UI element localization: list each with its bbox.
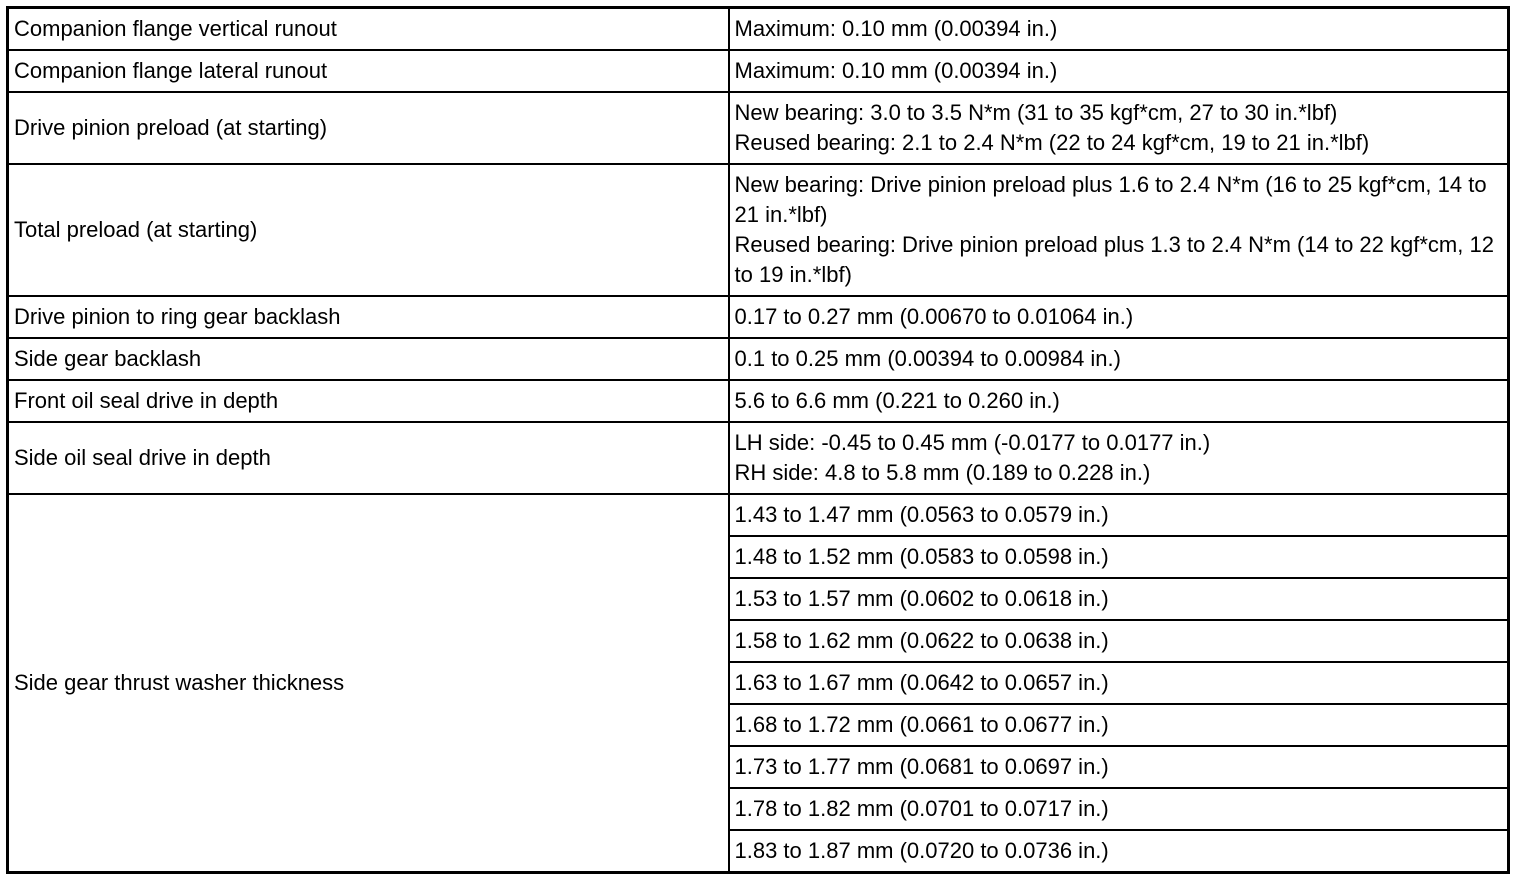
table-row — [8, 380, 1509, 422]
spec-value: 1.83 to 1.87 mm (0.0720 to 0.0736 in.) — [729, 830, 1509, 873]
spec-label: Companion flange vertical runout — [8, 8, 729, 51]
spec-value: 1.68 to 1.72 mm (0.0661 to 0.0677 in.) — [729, 704, 1509, 746]
spec-value-line: Maximum: 0.10 mm (0.00394 in.) — [734, 58, 1058, 83]
spec-value: 1.78 to 1.82 mm (0.0701 to 0.0717 in.) — [729, 788, 1509, 830]
spec-label: Side gear thrust washer thickness — [8, 494, 729, 873]
spec-value — [729, 380, 1509, 422]
spec-label: Side gear backlash — [8, 338, 729, 380]
spec-label: Drive pinion to ring gear backlash — [8, 296, 729, 338]
table-row — [8, 494, 1509, 536]
spec-value-line: LH side: -0.45 to 0.45 mm (-0.0177 to 0.0177 in.) — [734, 430, 1211, 455]
spec-label: Total preload (at starting) — [8, 164, 729, 296]
table-row — [8, 422, 1509, 494]
spec-value — [729, 8, 1509, 51]
spec-value: 1.53 to 1.57 mm (0.0602 to 0.0618 in.) — [729, 578, 1509, 620]
spec-value: 1.73 to 1.77 mm (0.0681 to 0.0697 in.) — [729, 746, 1509, 788]
spec-value-line: 0.17 to 0.27 mm (0.00670 to 0.01064 in.) — [734, 304, 1134, 329]
table-row — [8, 8, 1509, 51]
spec-value: 1.43 to 1.47 mm (0.0563 to 0.0579 in.) — [729, 494, 1509, 536]
table-row — [8, 296, 1509, 338]
table-row — [8, 164, 1509, 296]
spec-value — [729, 296, 1509, 338]
spec-value: 1.48 to 1.52 mm (0.0583 to 0.0598 in.) — [729, 536, 1509, 578]
spec-value — [729, 50, 1509, 92]
spec-label: Side oil seal drive in depth — [8, 422, 729, 494]
spec-value — [729, 338, 1509, 380]
spec-value-line: 5.6 to 6.6 mm (0.221 to 0.260 in.) — [734, 388, 1060, 413]
spec-value-line: New bearing: 3.0 to 3.5 N*m (31 to 35 kgf*cm, 27 to 30 in.*lbf) — [734, 100, 1338, 125]
specification-table — [6, 6, 1510, 874]
spec-value — [729, 164, 1509, 296]
spec-value — [729, 92, 1509, 164]
spec-value-line: New bearing: Drive pinion preload plus 1.6 to 2.4 N*m (16 to 25 kgf*cm, 14 to 21 in.*lbf) — [734, 172, 1487, 227]
spec-label: Companion flange lateral runout — [8, 50, 729, 92]
spec-value-line: Reused bearing: 2.1 to 2.4 N*m (22 to 24 kgf*cm, 19 to 21 in.*lbf) — [734, 130, 1370, 155]
spec-value-line: 0.1 to 0.25 mm (0.00394 to 0.00984 in.) — [734, 346, 1121, 371]
table-row — [8, 92, 1509, 164]
spec-value: 1.63 to 1.67 mm (0.0642 to 0.0657 in.) — [729, 662, 1509, 704]
spec-label: Front oil seal drive in depth — [8, 380, 729, 422]
spec-value-line: RH side: 4.8 to 5.8 mm (0.189 to 0.228 in.) — [734, 460, 1151, 485]
spec-value-line: Reused bearing: Drive pinion preload plus 1.3 to 2.4 N*m (14 to 22 kgf*cm, 12 to 19 in.*lbf) — [734, 232, 1494, 287]
spec-label: Drive pinion preload (at starting) — [8, 92, 729, 164]
table-row — [8, 338, 1509, 380]
spec-value — [729, 422, 1509, 494]
table-row — [8, 50, 1509, 92]
spec-value: 1.58 to 1.62 mm (0.0622 to 0.0638 in.) — [729, 620, 1509, 662]
spec-value-line: Maximum: 0.10 mm (0.00394 in.) — [734, 16, 1058, 41]
